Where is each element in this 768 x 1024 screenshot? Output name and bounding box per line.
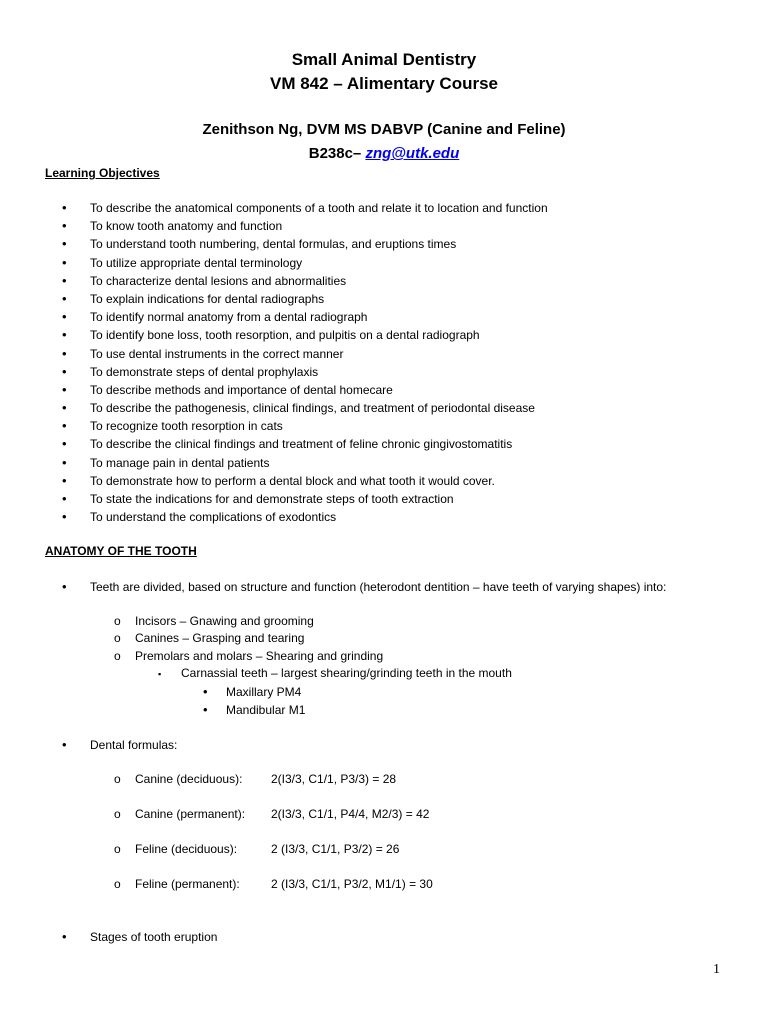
- list-item: [0, 236, 768, 254]
- circle-marker: o: [114, 842, 121, 856]
- objective-text: To describe the pathogenesis, clinical findings, and treatment of periodontal disease: [90, 401, 535, 416]
- document-title: Small Animal Dentistry: [291, 50, 477, 69]
- list-item: [0, 737, 768, 753]
- list-item: [0, 491, 768, 509]
- bullet-marker: •: [62, 454, 67, 470]
- formula-value: 2 (I3/3, C1/1, P3/2) = 26: [271, 842, 400, 856]
- room-email-line: [0, 145, 768, 163]
- objective-text: To demonstrate steps of dental prophylaxis: [90, 364, 319, 379]
- page-number: 1: [713, 962, 720, 977]
- bullet-marker: •: [62, 509, 67, 525]
- formula-row: [0, 806, 768, 822]
- list-item: [0, 309, 768, 327]
- formula-row: [0, 841, 768, 857]
- bullet-marker: •: [62, 345, 67, 361]
- list-item: [0, 255, 768, 273]
- bullet-marker: •: [62, 491, 67, 506]
- list-item: [0, 509, 768, 527]
- list-item: [0, 327, 768, 345]
- bullet-marker: •: [62, 472, 67, 488]
- bullet-marker: •: [62, 418, 67, 434]
- formula-label: Canine (deciduous):: [135, 772, 243, 786]
- list-item: [0, 929, 768, 945]
- bullet-marker: •: [62, 436, 67, 452]
- formula-row: [0, 876, 768, 892]
- list-item: [0, 273, 768, 291]
- circle-marker: o: [114, 772, 121, 786]
- objective-text: To identify normal anatomy from a dental radiograph: [90, 310, 368, 325]
- objective-text: To recognize tooth resorption in cats: [90, 419, 283, 434]
- objective-text: To state the indications for and demonstrate steps of tooth extraction: [90, 492, 454, 506]
- bullet-marker: •: [62, 200, 67, 215]
- bullet-marker: •: [62, 254, 67, 270]
- circle-marker: o: [114, 807, 121, 821]
- objective-text: To identify bone loss, tooth resorption, and pulpitis on a dental radiograph: [90, 328, 480, 343]
- bullet-marker: •: [62, 579, 67, 594]
- bullet-marker: •: [62, 400, 67, 416]
- formula-label: Canine (permanent):: [135, 807, 246, 821]
- objective-text: To understand the complications of exodontics: [90, 510, 337, 525]
- bullet-marker: •: [62, 309, 67, 325]
- learning-objectives-list: [0, 200, 768, 527]
- anatomy-heading: ANATOMY OF THE TOOTH: [45, 544, 197, 558]
- list-item: [0, 364, 768, 382]
- list-item: [0, 684, 768, 700]
- objective-text: To know tooth anatomy and function: [90, 219, 283, 234]
- circle-marker: o: [114, 614, 121, 628]
- incisors-text: Incisors – Gnawing and grooming: [135, 614, 314, 628]
- objective-text: To describe the anatomical components of a tooth and relate it to location and function: [90, 201, 548, 215]
- bullet-marker: •: [203, 684, 208, 699]
- list-item: [0, 418, 768, 436]
- objective-text: To describe methods and importance of dental homecare: [90, 382, 393, 397]
- formula-value: 2(I3/3, C1/1, P4/4, M2/3) = 42: [271, 807, 430, 821]
- bullet-marker: •: [62, 381, 67, 397]
- circle-marker: o: [114, 877, 121, 891]
- formula-label: Feline (deciduous):: [135, 842, 238, 856]
- bullet-marker: •: [62, 327, 67, 343]
- list-item: [0, 473, 768, 491]
- formula-value: 2(I3/3, C1/1, P3/3) = 28: [271, 772, 397, 786]
- objective-text: To explain indications for dental radiographs: [90, 291, 325, 306]
- list-item: [0, 579, 768, 595]
- maxillary-pm4-text: Maxillary PM4: [226, 685, 302, 699]
- learning-objectives-heading: Learning Objectives: [45, 166, 160, 180]
- room-number: B238c–: [308, 145, 366, 162]
- objective-text: To understand tooth numbering, dental formulas, and eruptions times: [90, 237, 457, 252]
- email-link[interactable]: zng@utk.edu: [365, 145, 460, 162]
- dental-formulas-text: Dental formulas:: [90, 738, 178, 752]
- list-item: [0, 382, 768, 400]
- mandibular-m1-text: Mandibular M1: [226, 703, 306, 717]
- list-item: [0, 346, 768, 364]
- circle-marker: o: [114, 649, 121, 663]
- list-item: [0, 455, 768, 473]
- eruption-stages-text: Stages of tooth eruption: [90, 930, 218, 944]
- course-title: VM 842 – Alimentary Course: [269, 74, 498, 93]
- canines-text: Canines – Grasping and tearing: [135, 631, 305, 645]
- bullet-marker: •: [62, 290, 67, 306]
- objective-text: To characterize dental lesions and abnormalities: [90, 273, 347, 288]
- bullet-marker: •: [203, 702, 208, 717]
- objective-text: To manage pain in dental patients: [90, 455, 270, 470]
- formula-value: 2 (I3/3, C1/1, P3/2, M1/1) = 30: [271, 877, 433, 891]
- bullet-marker: •: [62, 363, 67, 379]
- bullet-marker: •: [62, 929, 67, 944]
- teeth-divided-text: Teeth are divided, based on structure and function (heterodont dentition – have teeth of varying shapes) into:: [90, 580, 667, 594]
- circle-marker: o: [114, 631, 121, 645]
- list-item: [0, 613, 768, 629]
- bullet-marker: •: [62, 236, 67, 252]
- bullet-marker: •: [62, 737, 67, 752]
- list-item: [0, 200, 768, 218]
- list-item: [0, 648, 768, 664]
- square-marker: ▪: [158, 669, 162, 679]
- objective-text: To utilize appropriate dental terminology: [90, 255, 303, 270]
- list-item: [0, 218, 768, 236]
- list-item: [0, 665, 768, 681]
- carnassial-text: Carnassial teeth – largest shearing/grinding teeth in the mouth: [181, 666, 512, 680]
- list-item: [0, 630, 768, 646]
- objective-text: To demonstrate how to perform a dental block and what tooth it would cover.: [90, 473, 495, 488]
- author-line: Zenithson Ng, DVM MS DABVP (Canine and Feline): [202, 121, 566, 138]
- formula-label: Feline (permanent):: [135, 877, 240, 891]
- bullet-marker: •: [62, 272, 67, 288]
- objective-text: To use dental instruments in the correct manner: [90, 346, 344, 361]
- bullet-marker: •: [62, 218, 67, 234]
- objective-text: To describe the clinical findings and treatment of feline chronic gingivostomatitis: [90, 437, 513, 452]
- list-item: [0, 400, 768, 418]
- formula-row: [0, 771, 768, 787]
- list-item: [0, 702, 768, 718]
- list-item: [0, 436, 768, 454]
- premolars-text: Premolars and molars – Shearing and grinding: [135, 649, 384, 663]
- list-item: [0, 291, 768, 309]
